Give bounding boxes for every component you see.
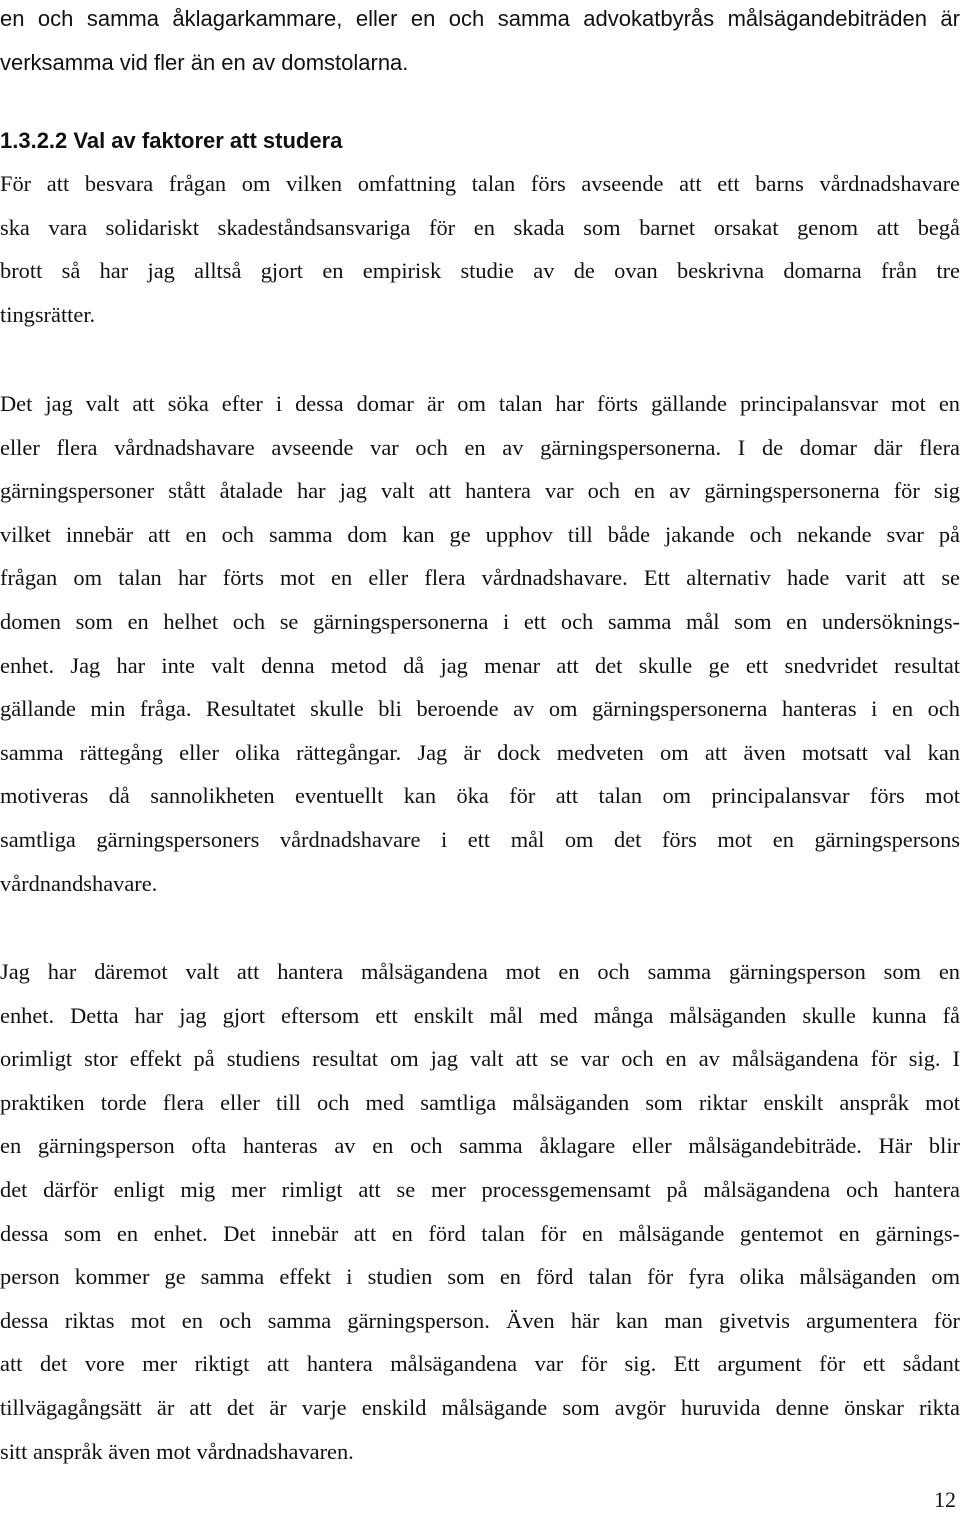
text-line: brott så har jag alltså gjort en empirisk studie av de ovan beskrivna domarna från tre xyxy=(0,258,960,284)
text-line: ska vara solidariskt skadeståndsansvariga för en skada som barnet orsakat genom att begå xyxy=(0,214,960,240)
text-line: samtliga gärningspersoners vårdnadshavare i ett mål om det förs mot en gärningspersons xyxy=(0,826,960,852)
text-line: vårdnandshavare. xyxy=(0,870,158,896)
text-line: en och samma åklagarkammare, eller en och samma advokatbyrås målsägandebiträden är xyxy=(0,6,960,31)
text-line: Det jag valt att söka efter i dessa domar är om talan har förts gällande principalansvar mot en xyxy=(0,391,960,416)
text-line: att det vore mer riktigt att hantera målsägandena var för sig. Ett argument för ett sådant xyxy=(0,1351,960,1377)
text-line: vilket innebär att en och samma dom kan ge upphov till både jakande och nekande svar på xyxy=(0,521,960,547)
text-line: motiveras då sannolikheten eventuellt kan öka för att talan om principalansvar förs mot xyxy=(0,783,960,809)
text-line: gällande min fråga. Resultatet skulle bli beroende av om gärningspersonerna hanteras i en och xyxy=(0,696,960,722)
section-heading: 1.3.2.2 Val av faktorer att studera xyxy=(0,128,343,153)
paragraph-1 xyxy=(0,162,960,336)
page-number: 12 xyxy=(934,1487,956,1512)
text-line: tingsrätter. xyxy=(0,301,96,327)
text-line: det därför enligt mig mer rimligt att se mer processgemensamt på målsägandena och hantera xyxy=(0,1176,960,1202)
text-line: För att besvara frågan om vilken omfattning talan förs avseende att ett barns vårdnadshavare xyxy=(0,171,960,196)
text-line: gärningspersoner stått åtalade har jag valt att hantera var och en av gärningspersonerna för sig xyxy=(0,478,960,504)
text-line: person kommer ge samma effekt i studien som en förd talan för fyra olika målsäganden om xyxy=(0,1264,960,1290)
text-line: verksamma vid fler än en av domstolarna. xyxy=(0,49,409,75)
text-line: domen som en helhet och se gärningspersonerna i ett och samma mål som en undersöknings- xyxy=(0,608,960,634)
text-line: tillvägagångsätt är att det är varje enskild målsägande som avgör huruvida denne önskar rikta xyxy=(0,1394,960,1420)
paragraph-2 xyxy=(0,382,960,905)
text-line: samma rättegång eller olika rättegångar. Jag är dock medveten om att även motsatt val kan xyxy=(0,739,960,765)
text-line: en gärningsperson ofta hanteras av en och samma åklagare eller målsägandebiträde. Här blir xyxy=(0,1133,960,1159)
paragraph-3 xyxy=(0,950,960,1473)
text-line: sitt anspråk även mot vårdnadshavaren. xyxy=(0,1438,354,1464)
text-line: Jag har däremot valt att hantera målsägandena mot en och samma gärningsperson som en xyxy=(0,959,960,984)
text-line: orimligt stor effekt på studiens resultat om jag valt att se var och en av målsägandena för sig. I xyxy=(0,1046,960,1072)
text-line: enhet. Detta har jag gjort eftersom ett enskilt mål med många målsäganden skulle kunna få xyxy=(0,1002,960,1028)
text-line: dessa som en enhet. Det innebär att en förd talan för en målsägande gentemot en gärnings- xyxy=(0,1220,960,1246)
text-line: eller flera vårdnadshavare avseende var och en av gärningspersonerna. I de domar där flera xyxy=(0,434,960,460)
text-line: frågan om talan har förts mot en eller flera vårdnadshavare. Ett alternativ hade varit att se xyxy=(0,565,960,591)
text-line: enhet. Jag har inte valt denna metod då jag menar att det skulle ge ett snedvridet resultat xyxy=(0,652,960,678)
intro-text xyxy=(0,0,960,84)
text-line: praktiken torde flera eller till och med samtliga målsäganden som riktar enskilt anspråk mot xyxy=(0,1089,960,1115)
text-line: dessa riktas mot en och samma gärningsperson. Även här kan man givetvis argumentera för xyxy=(0,1307,960,1333)
